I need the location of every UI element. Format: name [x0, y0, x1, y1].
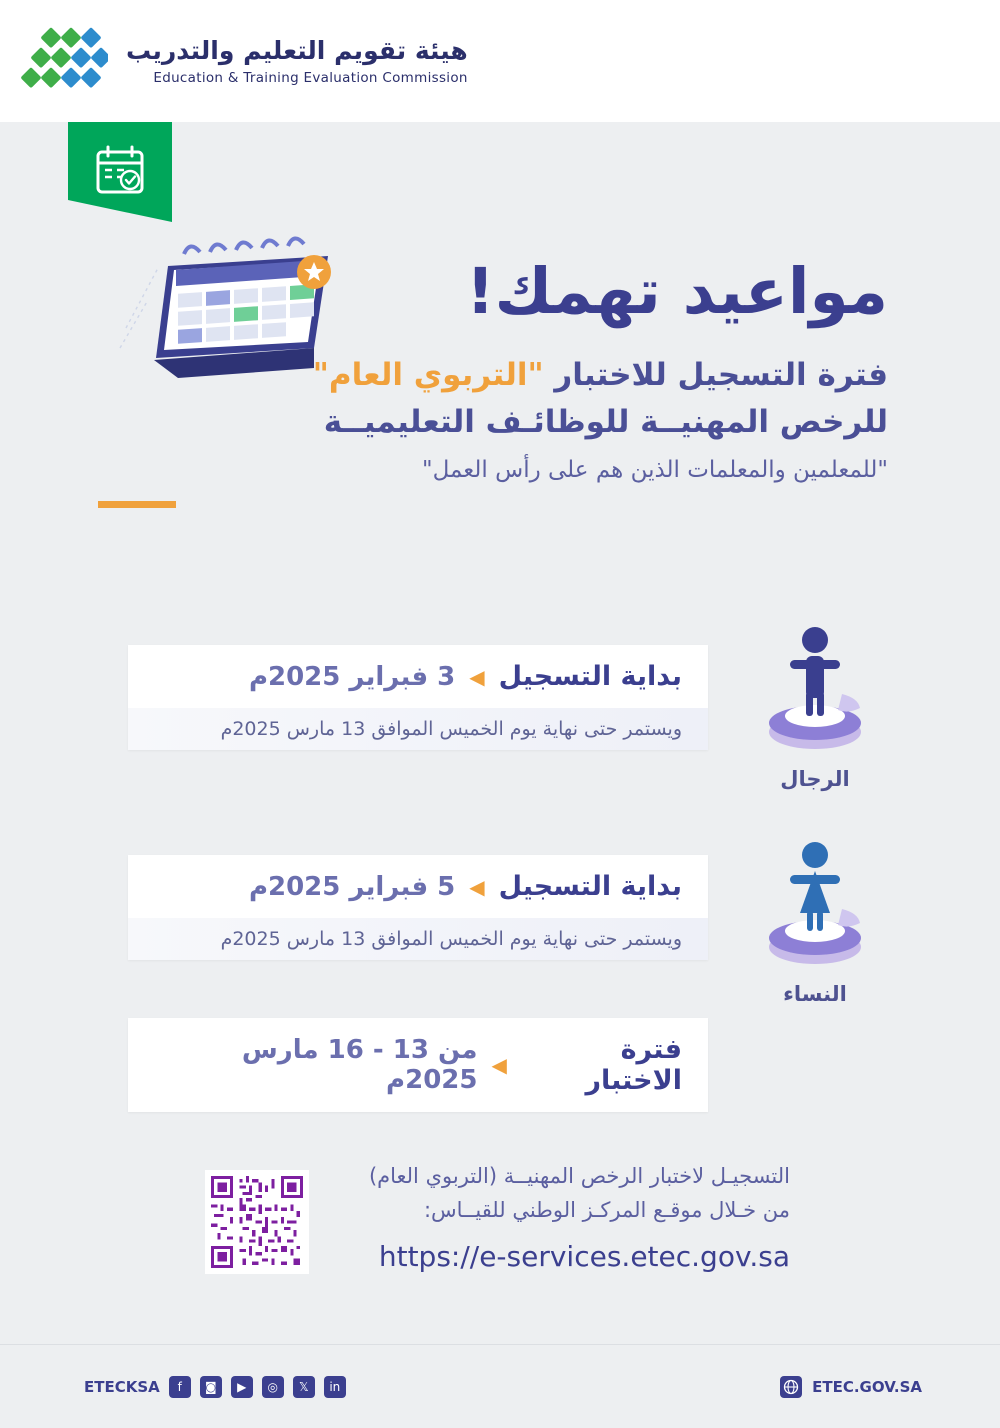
card-women-label: بداية التسجيل — [498, 871, 682, 902]
orange-divider — [98, 501, 176, 508]
card-exam — [128, 1018, 708, 1112]
card-exam-label: فترة الاختبار — [585, 1034, 682, 1096]
hero-subtitle-line3: "للمعلمين والمعلمات الذين هم على رأس العمل" — [422, 457, 888, 484]
card-women-value: 5 فبراير 2025م — [248, 871, 456, 902]
social-links — [78, 1376, 346, 1398]
qr-section — [0, 1150, 1000, 1300]
card-men-value: 3 فبراير 2025م — [248, 661, 456, 692]
brand-text — [126, 35, 468, 87]
x-twitter-icon[interactable]: 𝕏 — [293, 1376, 315, 1398]
website-text: ETEC.GOV.SA — [812, 1377, 922, 1396]
brand-logo — [0, 24, 468, 98]
qr-code-icon[interactable] — [205, 1170, 309, 1274]
hero-text — [98, 255, 888, 508]
org-name-ar: هيئة تقويم التعليم والتدريب — [126, 35, 468, 65]
card-exam-value: من 13 - 16 مارس 2025م — [241, 1035, 478, 1095]
qr-url[interactable]: https://e-services.etec.gov.sa — [378, 1240, 790, 1274]
hero-subtitle-pre: فترة التسجيل للاختبار — [554, 357, 888, 394]
figure-men-caption: الرجال — [780, 767, 850, 791]
social-handle: ETECKSA — [84, 1377, 160, 1396]
globe-icon — [780, 1376, 802, 1398]
instagram-icon[interactable]: ◙ — [200, 1376, 222, 1398]
youtube-icon[interactable]: ▶ — [231, 1376, 253, 1398]
female-figure-icon — [750, 835, 880, 970]
calendar-check-icon — [94, 144, 146, 196]
org-name-en: Education & Training Evaluation Commission — [153, 70, 468, 87]
hero-subtitle-highlight: "التربوي العام" — [312, 357, 544, 394]
page-title: مواعيد تهمك! — [465, 255, 888, 328]
calendar-badge — [68, 122, 172, 222]
arrow-icon: ◀ — [469, 874, 485, 899]
card-men-label: بداية التسجيل — [498, 661, 682, 692]
hero-subtitle-line2: للرخص المهنيــة للوظائـف التعليميــة — [323, 403, 888, 440]
card-men — [128, 645, 708, 750]
figure-women-caption: النساء — [783, 982, 847, 1006]
card-exam-main — [128, 1018, 708, 1112]
card-women-main — [128, 855, 708, 918]
qr-line1: التسجيـل لاختبار الرخص المهنيــة (التربوي العام) — [368, 1164, 790, 1188]
card-women-note: ويستمر حتى نهاية يوم الخميس الموافق 13 مارس 2025م — [128, 918, 708, 960]
male-figure-icon — [750, 620, 880, 755]
arrow-icon: ◀ — [491, 1053, 507, 1077]
figure-women — [740, 835, 890, 1006]
arrow-icon: ◀ — [469, 664, 485, 689]
card-men-note: ويستمر حتى نهاية يوم الخميس الموافق 13 مارس 2025م — [128, 708, 708, 750]
page-footer — [0, 1344, 1000, 1428]
figure-men — [740, 620, 890, 791]
qr-line2: من خـلال موقـع المركـز الوطني للقيــاس: — [423, 1197, 790, 1222]
etec-leaf-logo-icon — [0, 24, 108, 98]
snapchat-icon[interactable]: ◎ — [262, 1376, 284, 1398]
card-women — [128, 855, 708, 960]
hero-subtitle — [98, 352, 888, 445]
card-men-main — [128, 645, 708, 708]
website-link[interactable] — [780, 1376, 922, 1398]
linkedin-icon[interactable]: in — [324, 1376, 346, 1398]
facebook-icon[interactable]: f — [169, 1376, 191, 1398]
page-header — [0, 0, 1000, 122]
